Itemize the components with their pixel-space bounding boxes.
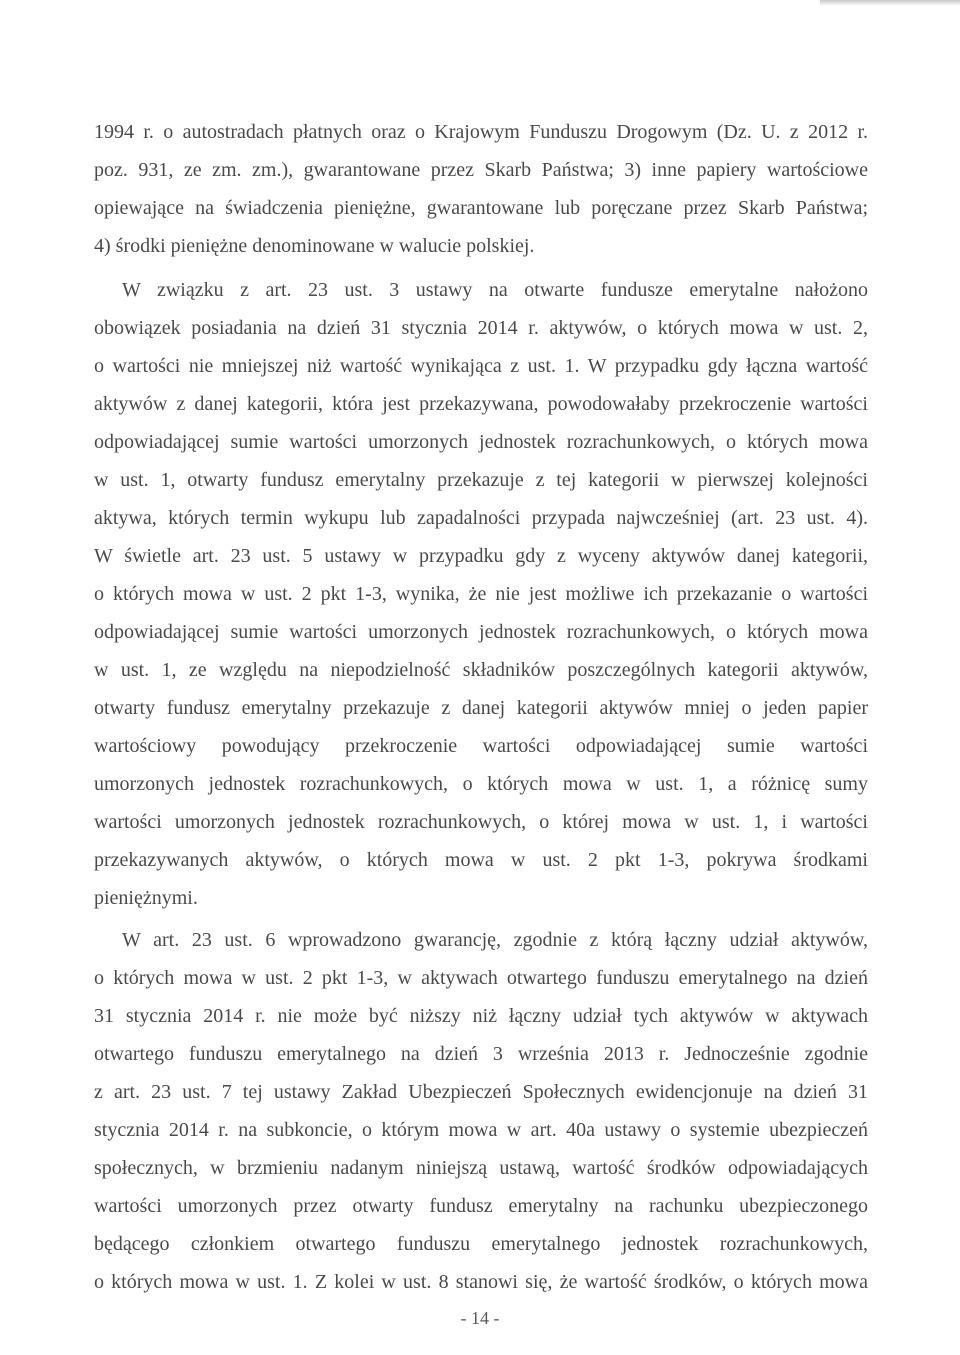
text-line: będącego członkiem otwartego funduszu emerytalnego jednostek rozrachunkowych, — [94, 1233, 868, 1255]
page-number: - 14 - — [460, 1308, 500, 1328]
text-line: otwarty fundusz emerytalny przekazuje z danej kategorii aktywów mniej o jeden papier — [94, 697, 868, 719]
text-line: 31 stycznia 2014 r. nie może być niższy niż łączny udział tych aktywów w aktywach — [94, 1005, 868, 1027]
text-line: w ust. 1, otwarty fundusz emerytalny przekazuje z tej kategorii w pierwszej kolejności — [94, 469, 868, 491]
text-line: poz. 931, ze zm. zm.), gwarantowane przez Skarb Państwa; 3) inne papiery wartościowe — [94, 159, 868, 181]
scan-edge-shadow — [820, 0, 960, 6]
text-line: otwartego funduszu emerytalnego na dzień 3 września 2013 r. Jednocześnie zgodnie — [94, 1043, 868, 1065]
text-line: W związku z art. 23 ust. 3 ustawy na otwarte fundusze emerytalne nałożono — [122, 279, 868, 301]
text-line: W art. 23 ust. 6 wprowadzono gwarancję, zgodnie z którą łączny udział aktywów, — [122, 929, 868, 951]
text-line: wartości umorzonych przez otwarty fundusz emerytalny na rachunku ubezpieczonego — [94, 1195, 868, 1217]
text-line: odpowiadającej sumie wartości umorzonych jednostek rozrachunkowych, o których mowa — [94, 431, 868, 453]
text-line: opiewające na świadczenia pieniężne, gwarantowane lub poręczane przez Skarb Państwa; — [94, 197, 868, 219]
text-line: wartości umorzonych jednostek rozrachunkowych, o której mowa w ust. 1, i wartości — [94, 811, 868, 833]
text-line: obowiązek posiadania na dzień 31 stycznia 2014 r. aktywów, o których mowa w ust. 2, — [94, 317, 868, 339]
text-line: stycznia 2014 r. na subkoncie, o którym mowa w art. 40a ustawy o systemie ubezpieczeń — [94, 1119, 868, 1141]
text-line: 1994 r. o autostradach płatnych oraz o Krajowym Funduszu Drogowym (Dz. U. z 2012 r. — [94, 121, 868, 143]
text-line: wartościowy powodujący przekroczenie wartości odpowiadającej sumie wartości — [94, 735, 868, 757]
text-line: o których mowa w ust. 1. Z kolei w ust. 8 stanowi się, że wartość środków, o których mowa — [94, 1271, 868, 1293]
text-line: o wartości nie mniejszej niż wartość wynikająca z ust. 1. W przypadku gdy łączna wartość — [94, 355, 868, 377]
text-line: społecznych, w brzmieniu nadanym niniejszą ustawą, wartość środków odpowiadających — [94, 1157, 868, 1179]
text-line: odpowiadającej sumie wartości umorzonych jednostek rozrachunkowych, o których mowa — [94, 621, 868, 643]
text-line: o których mowa w ust. 2 pkt 1-3, wynika, że nie jest możliwe ich przekazanie o wartości — [94, 583, 868, 605]
text-line: pieniężnymi. — [94, 887, 198, 909]
text-line: z art. 23 ust. 7 tej ustawy Zakład Ubezpieczeń Społecznych ewidencjonuje na dzień 31 — [94, 1081, 868, 1103]
text-line: o których mowa w ust. 2 pkt 1-3, w aktywach otwartego funduszu emerytalnego na dzień — [94, 967, 868, 989]
text-line: W świetle art. 23 ust. 5 ustawy w przypadku gdy z wyceny aktywów danej kategorii, — [94, 545, 868, 567]
text-line: aktywów z danej kategorii, która jest przekazywana, powodowałaby przekroczenie wartości — [94, 393, 868, 415]
text-line: 4) środki pieniężne denominowane w walucie polskiej. — [94, 235, 535, 257]
text-line: w ust. 1, ze względu na niepodzielność składników poszczególnych kategorii aktywów, — [94, 659, 868, 681]
text-line: przekazywanych aktywów, o których mowa w ust. 2 pkt 1-3, pokrywa środkami — [94, 849, 868, 871]
text-line: aktywa, których termin wykupu lub zapadalności przypada najwcześniej (art. 23 ust. 4). — [94, 507, 868, 529]
text-line: umorzonych jednostek rozrachunkowych, o których mowa w ust. 1, a różnicę sumy — [94, 773, 868, 795]
